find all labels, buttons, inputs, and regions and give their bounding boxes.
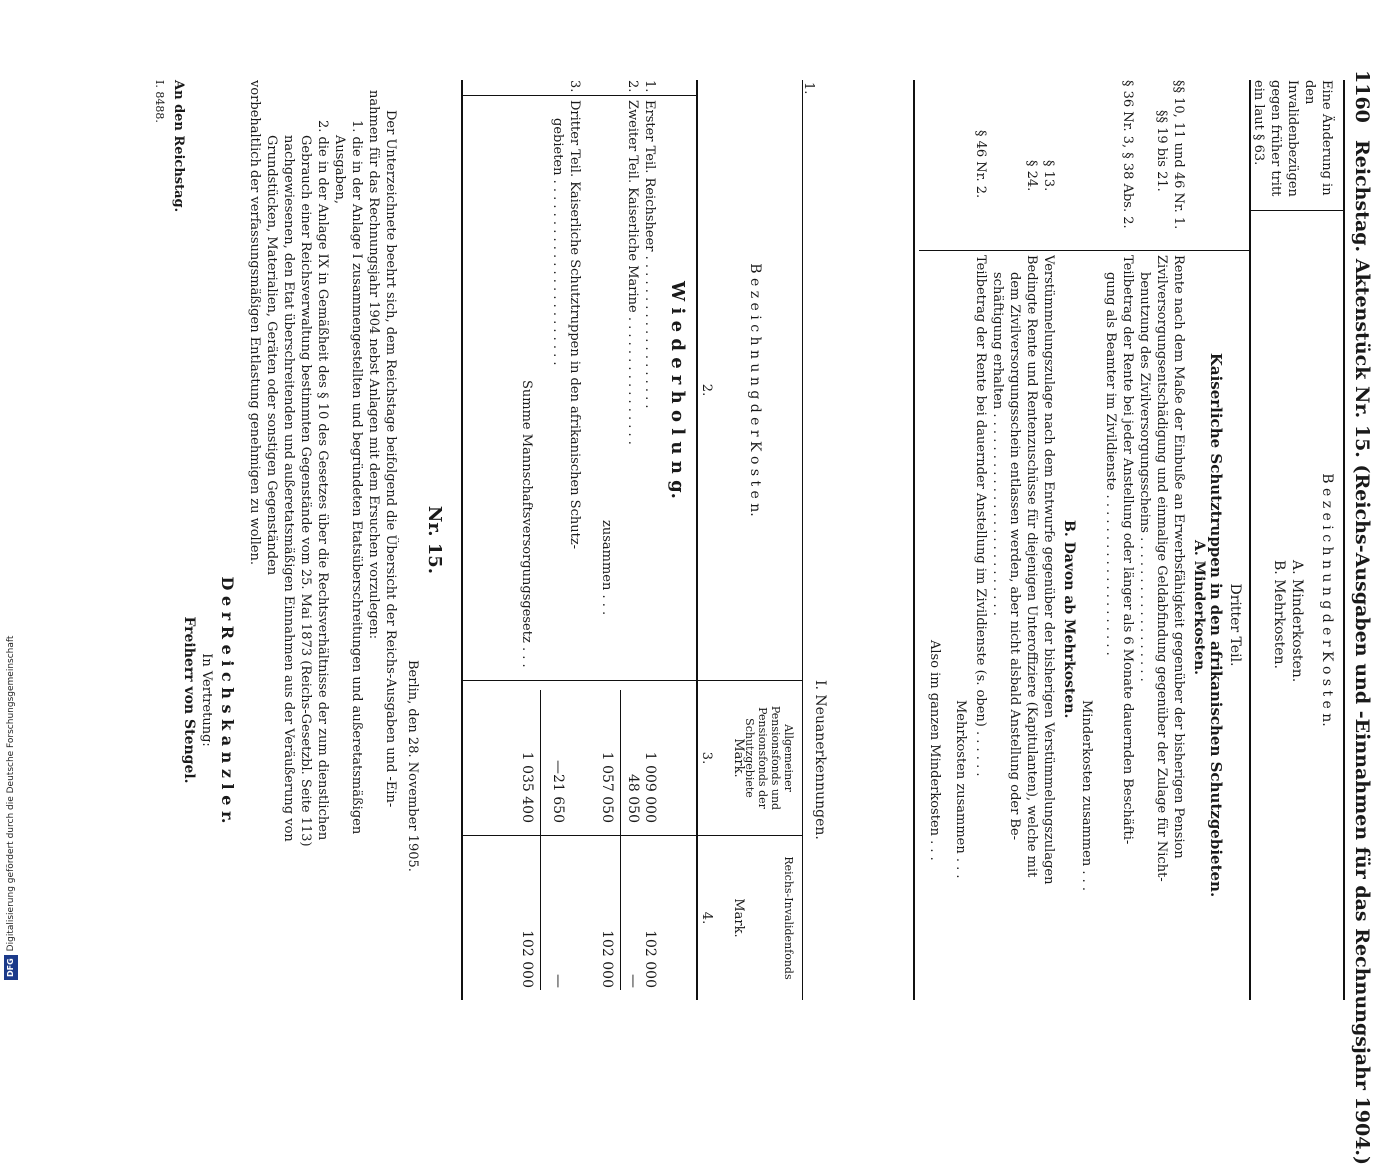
part3-subtitle: Kaiserliche Schutztruppen in den afrikanischen Schutzgebieten. [1207, 352, 1225, 898]
text-b1: Verstümmelungszulage nach dem Entwurfe gegenüber der bisherigen Verstümmelungszulagen [1041, 255, 1056, 885]
zusammen-c3: 1 057 050 [599, 751, 615, 823]
ref-number: I. 8488. [153, 80, 166, 123]
col4-head: Reichs-Invalidenfonds [782, 856, 795, 980]
section-title: W i e d e r h o l u n g. [667, 281, 688, 499]
sum-label: Summe Mannschaftsversorgungsgesetz . . . [519, 380, 534, 668]
summary-col1-divider [463, 95, 698, 96]
row1-label: Erster Teil. Reichsheer . . . . . . . . . . . . . . . . . . . [642, 100, 657, 409]
row1-c4: 102 000 [642, 930, 658, 988]
signature-name: Freiherr von Stengel. [181, 616, 197, 784]
sum-c4: 102 000 [519, 930, 535, 988]
row3-label-1: Dritter Teil. Kaiserliche Schutztruppen in den afrikanischen Schutz- [567, 100, 582, 550]
digitization-text: Digitalisierung gefördert durch die Deutsche Forschungsgemeinschaft [6, 635, 16, 952]
text-2: Zivilversorgungsentschädigung und einmalige Geldabfindung gegenüber der Zulage für Nicht- [1154, 255, 1169, 882]
signature-title: D e r R e i c h s k a n z l e r. [218, 576, 237, 824]
row1-c3: 1 009 000 [642, 751, 658, 823]
nr15-item2d: Grundstücken, Materialien, Geräten oder sonstigen Gegenständen [264, 135, 279, 576]
row2-no: 2. [625, 80, 640, 93]
nr15-para1b: nahmen für das Rechnungsjahr 1904 nebst Anlagen mit dem Ersuchen vorzulegen: [366, 90, 381, 640]
top-table-a: A. Minderkosten. [1289, 560, 1305, 683]
summary-col3-divider [463, 835, 803, 836]
col3-unit: Mark. [731, 738, 746, 778]
col3-num: 3. [699, 751, 714, 765]
part3-a-head: A. Minderkosten. [1191, 540, 1207, 676]
nr15-item2: 2. die in der Anlage IX in Gemäßheit des § 10 des Gesetzes über die Rechtsverhältnisse der zum dienstlichen [315, 120, 330, 841]
part3-divider [919, 250, 1249, 251]
row3-no: 3. [567, 80, 582, 93]
text-3: benutzung des Zivilversorgungsscheins . . . . . . . . . . . . . . . . . . [1137, 272, 1152, 682]
summary-top-label: I. Neuanerkennungen. [812, 680, 828, 840]
mehr-total: Mehrkosten zusammen . . . [953, 700, 968, 879]
part3-rule [913, 80, 915, 1000]
summary-col2-divider [463, 680, 803, 681]
summary-top-rule [802, 80, 803, 1000]
row3-c3: —21 650 [550, 760, 566, 823]
row3-label-2: gebieten . . . . . . . . . . . . . . . . . . . . . . . [550, 118, 565, 366]
header-rule [1343, 80, 1345, 1000]
nr15-closing-left: vorbehaltlich [247, 80, 262, 167]
nr15-item1: 1. die in der Anlage I zusammengestellten und begründeten Etatsüberschreitungen und außeretatsmäßigen [349, 120, 364, 835]
nr15-closing: der verfassungsmäßigen Entlastung genehmigen zu wollen. [247, 170, 262, 566]
top-table-b: B. Mehrkosten. [1271, 560, 1287, 669]
document-page [83, 0, 1383, 1165]
addressee: An den Reichstag. [171, 80, 186, 213]
col4-unit: Mark. [731, 898, 746, 938]
dfg-logo: DFG [4, 955, 18, 980]
zusammen-c4: 102 000 [599, 930, 615, 988]
digitization-note [4, 0, 18, 1000]
col2-head: B e z e i c h n u n g d e r K o s t e n. [747, 263, 763, 517]
nr15-item2b: Gebrauch einer Reichsverwaltung bestimmten Gegenstände vom 25. Mai 1873 (Reichs-Gesetzbl. Seite 113) [298, 135, 313, 847]
minder-total: Minderkosten zusammen . . . [1079, 700, 1094, 892]
ref-b5: § 46 Nr. 2. [973, 130, 988, 199]
ref-1: §§ 10, 11 und 46 Nr. 1. [1171, 80, 1186, 230]
row2-c4: — [625, 974, 641, 988]
col3-head: Allgemeiner Pensionsfonds und Pensionsfonds der Schutzgebiete [743, 705, 795, 811]
zusammen-rule [620, 690, 621, 990]
row1-no: 1. [642, 80, 657, 93]
part3-title: Dritter Teil. [1227, 583, 1243, 667]
zusammen-label: zusammen . . . [599, 520, 614, 616]
ref-b2: § 24. [1024, 160, 1039, 192]
nr15-item2c: nachgewiesenen, den Etat überschreitenden und außeretatsmäßigen Einnahmen aus der Veräußerung von [281, 135, 296, 842]
sum-c3: 1 035 400 [519, 751, 535, 823]
page-title: Reichstag. Aktenstück Nr. 15. (Reichs-Ausgaben und -Einnahmen für das Rechnungsjahr 1904.) [1351, 140, 1373, 1165]
text-4: Teilbetrag der Rente bei jeder Anstellung oder länger als 6 Monate dauernden Beschäfti- [1120, 255, 1135, 845]
ref-2: §§ 19 bis 21. [1154, 110, 1169, 192]
text-b2: Bedingte Rente und Rentenzuschüsse für diejenigen Unteroffiziere (Kapitulanten), welche mit [1024, 255, 1039, 878]
nr15-para1: Der Unterzeichnete beehrt sich, dem Reichstage beifolgend die Übersicht der Reichs-Ausgaben und -Ein- [383, 110, 398, 808]
nr15-place-date: Berlin, den 28. November 1905. [405, 660, 420, 872]
row2-label: Zweiter Teil. Kaiserliche Marine . . . . . . . . . . . . . . . . [625, 100, 640, 445]
page-number: 1160 [1351, 70, 1373, 123]
sum-rule [540, 690, 541, 990]
also-total: Also im ganzen Minderkosten . . . [927, 640, 942, 861]
text-1: Rente nach dem Maße der Einbuße an Erwerbsfähigkeit gegenüber der bisherigen Pension [1171, 255, 1186, 859]
text-b4: schäftigung erhalten . . . . . . . . . . . . . . . . . . . . . . . . . [990, 272, 1005, 616]
summary-bottom-rule [461, 80, 463, 1000]
col4-num: 4. [699, 911, 714, 925]
signature-sub: In Vertretung: [199, 653, 214, 747]
nr15-title: Nr. 15. [424, 505, 445, 575]
ref-b1: § 13. [1041, 160, 1056, 192]
row3-c4: — [550, 974, 566, 988]
row2-c3: 48 050 [625, 774, 641, 823]
ref-4: § 36 Nr. 3, § 38 Abs. 2. [1120, 80, 1135, 229]
invalid-note: Eine Änderung in den Invalidenbezügen gegen früher tritt ein laut § 63. [1251, 80, 1334, 197]
top-table-title: B e z e i c h n u n g d e r K o s t e n. [1319, 473, 1335, 727]
col1-num: 1. [801, 82, 816, 95]
text-b5: Teilbetrag der Rente bei dauernder Anstellung im Zivildienste (s. oben) . . . . . . [973, 255, 988, 777]
nr15-item1b: Ausgaben, [332, 135, 347, 205]
top-table-rule [1249, 80, 1251, 1000]
part3-b-head: B. Davon ab Mehrkosten. [1061, 520, 1077, 719]
col2-num: 2. [699, 383, 714, 397]
text-b3: dem Zivilversorgungsschein entlassen werden, aber nicht alsbald Anstellung oder Be- [1007, 272, 1022, 841]
text-5: gung als Beamter im Zivildienste . . . . . . . . . . . . . . . . . . . . [1103, 272, 1118, 656]
